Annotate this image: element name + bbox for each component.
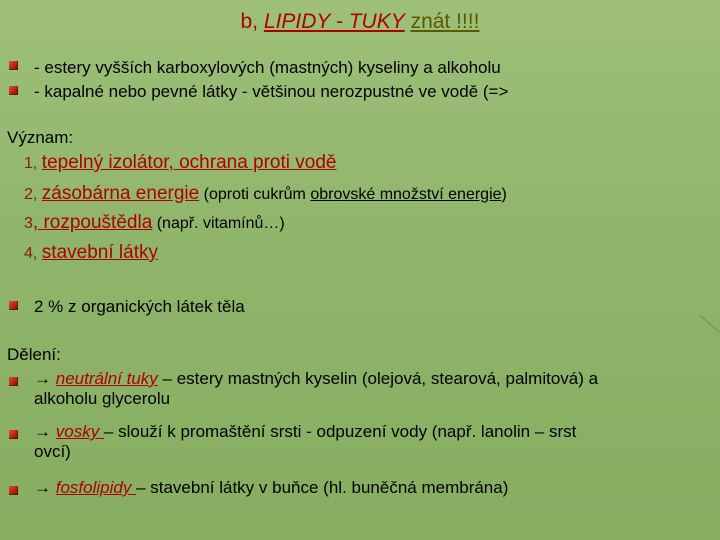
item-number: 2, [24,186,38,203]
title-main: LIPIDY - TUKY [263,10,405,33]
arrow-right-icon: → [34,369,56,388]
bullet-square-icon [9,301,18,310]
arrow-right-icon: → [34,478,56,497]
section-label-vyznam: Význam: [7,128,74,147]
page-title [0,10,720,34]
deleni-item-phospholipids [34,478,508,498]
item-number: 3 [24,215,33,232]
deleni-item-neutral-fats [34,369,598,389]
bullet-square-icon [9,486,18,495]
item-note: (např. vitamínů…) [152,215,285,232]
arrow-right-icon: → [34,422,56,441]
bullet-text-state: - kapalné nebo pevné látky - většinou nerozpustné ve vodě (=> [34,82,509,101]
title-prefix: b, [240,10,264,33]
vyznam-item-2 [24,183,507,205]
item-main: zásobárna energie [41,183,200,204]
vyznam-item-1 [24,152,336,174]
bullet-square-icon [9,430,18,439]
deleni-item-waxes-cont: ovcí) [34,442,71,461]
bullet-square-icon [9,377,18,386]
term-description: – estery mastných kyselin (olejová, stearová, palmitová) a [157,369,599,388]
term-description: – stavební látky v buňce (hl. buněčná membrána) [136,478,509,497]
section-label-deleni: Dělení: [7,345,61,364]
bullet-square-icon [9,86,18,95]
item-main: stavební látky [41,242,158,263]
item-number: 1, [24,155,38,172]
decorative-line [699,315,720,339]
bullet-text-esters: - estery vyšších karboxylových (mastných) kyseliny a alkoholu [34,58,501,77]
title-know: znát [410,10,451,33]
item-number: 4, [24,245,38,262]
vyznam-item-4 [24,242,158,264]
item-note-underlined: obrovské množství energie [310,186,502,203]
deleni-item-waxes [34,422,576,442]
deleni-item-neutral-fats-cont: alkoholu glycerolu [34,389,171,408]
term-description: – slouží k promaštění srsti - odpuzení vody (např. lanolin – srst [103,422,577,441]
percent-text: 2 % z organických látek těla [34,297,245,316]
term-phospholipids: fosfolipidy [55,478,137,497]
vyznam-item-3 [24,212,285,234]
term-neutral-fats: neutrální tuky [55,369,158,388]
item-note-end: ) [501,186,507,203]
term-waxes: vosky [55,422,104,441]
title-exclamation: !!!! [450,10,480,33]
item-note: (oproti cukrům [199,186,311,203]
item-main: , rozpouštědla [32,212,153,233]
bullet-square-icon [9,61,18,70]
item-main: tepelný izolátor, ochrana proti vodě [41,152,337,173]
